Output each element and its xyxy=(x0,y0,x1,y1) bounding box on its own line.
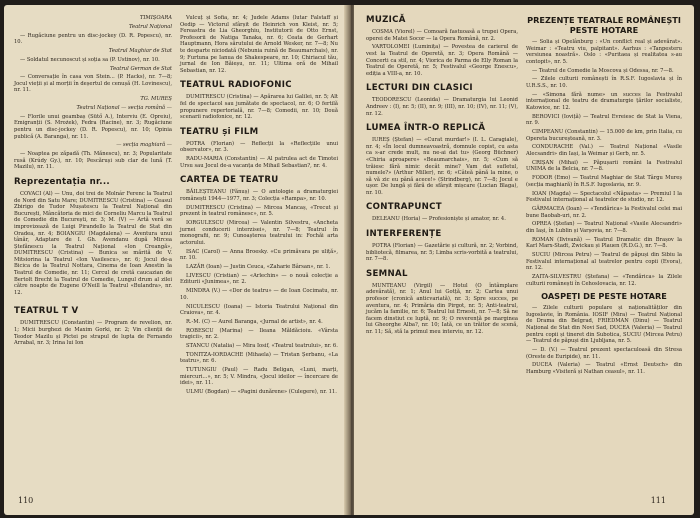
index-entry: TONITZA-IORDACHE (Mihaela) — Tristan Șerbanu, «La teatru», nr. 6. xyxy=(180,351,338,365)
left-col2-entries xyxy=(180,15,338,74)
index-entry: — Soldatul necunoscut și soția sa (P. Ustinov), nr. 10. xyxy=(20,56,160,63)
section-heading-interferente: INTERFERENȚE xyxy=(366,229,442,240)
left-col1c-entries xyxy=(14,320,172,346)
section-heading-muzica: MUZICĂ xyxy=(366,15,406,25)
section-heading-oaspeti-de-peste-hotare: OASPEȚI DE PESTE HOTARE xyxy=(541,291,667,302)
index-entry: DUMITRESCU (Cristina) — Mircea Mancaș, «Trecut și prezent în teatrul românesc», nr. 5. xyxy=(180,204,338,218)
index-entry: — Rugăciune pentru un disc-jockey (D. R. Popescu), nr. 10. xyxy=(14,32,172,46)
right-col1e-entries xyxy=(366,243,518,263)
index-entry: BĂILEȘTEANU (Fănuș) — O antologie a dramaturgiei românești 1944—1977, nr. 3; Colecția «Rampa», nr. 10. xyxy=(180,189,338,202)
index-entry: DELEANU (Horia) — Profesioniște și amator, nr. 4. xyxy=(372,216,506,223)
right-page xyxy=(354,5,694,515)
index-entry: R.-M. (C) — Aurel Baranga, «Jurnal de artist», nr. 4. xyxy=(186,318,323,325)
index-entry: IOAN (Magda) — Spectacolul «Năpasta» — Premiul I la Festivalul internațional al teatrelor de studio, nr. 12. xyxy=(526,190,682,204)
index-entry: MINDRA (V.) — «Dor de teatru» — de Ioan Cocimatu, nr. 10. xyxy=(180,288,338,301)
index-subheading: Teatrul Național — secția română — xyxy=(76,105,172,112)
index-entry: COVACI (Al) — Unu, doi trei de Molnár Ferenc la Teatrul de Nord din Satu Mare; DUMITRESCU (Cristina) — Ceasul Zbirigo de Tudor Mușatescu la Teatrul Național din București, Mâncătoria de mici de Corneliu Marcu la Teatrul de Comedie din București, nr. 3; M. (V) — Artă veră se improvizează de Luigi Pirandello la Teatrul de Stat din Oradea, nr. 4; BOIANGIU (Magdalena) — Aventura unui tânăr, Adaptare de I. Gh. Avendanu după Mircea Ștefănescu la Teatrul Național «Ion Creangă», DUMITRESCU (Cristina) — Bunica se mărită de V. Mitsiorina la Teatrul «Ion Vasilescu», nr. 6; Jocul de-a Bicica de la Teatrul Nottara, Cinema de Ioan Anestin la Teatrul de Comedie, nr. 11; Cercul de cretă caucazian de Bertolt Brecht la Teatrul de Comedie, Lungul drum al zilei către noapte de Eugene O'Neill la Teatrul «Bulandra», nr. 12. xyxy=(14,190,172,296)
index-subheading: Teatrul Maghiar de Stat xyxy=(108,47,172,54)
index-entry: LIVESCU (Cristian) — «Arlechin» — o nouă colecție a Editurii «Junimea», nr. 2. xyxy=(180,272,338,286)
index-subheading: Teatrul German de Stat xyxy=(110,65,172,72)
index-entry: OPREA (Ștefan) — Teatrul Național «Vasile Alecsandri» din Iași, în Lublin și Varșovia, nr. 7—8. xyxy=(526,221,682,234)
index-entry: — Noaptea pe zăpadă (Th. Mănescu), nr. 3; Popularitate rusă (Krúdy Gy.), nr. 10; Pescăruși sub clar de lună (T. Mazilu), nr. 11. xyxy=(14,151,172,171)
index-entry: — Solia și Opelânburg : «Un conflict real și adevărat». Weimar : «Teatru viu, palpitant». Aarhus : «Tanpesteru versiunea noastră». Oslo : «Puritaea și realitatea s-au contopit», nr. 5. xyxy=(526,39,682,65)
index-entry: TEODORESCU (Leonida) — Dramaturgia lui Leonid Andreev : (I), nr. 5; (II), nr. 9; (III), nr. 10; (IV), nr. 11; (V), nr. 12. xyxy=(366,97,518,117)
index-entry: CRIȘAN (Mihai) — Păpușarii români la Festivalul UNIMA de la Belcia, nr. 7—8. xyxy=(526,159,682,173)
magazine-spread xyxy=(4,5,698,515)
index-entry: BEROVICI (Ioviță) — Teatrul Evreiesc de Stat la Viena, nr. 9. xyxy=(526,113,682,127)
index-entry: SUCIU (Mircea Petru) — Teatrul de păpuși din Sibiu la Festivalul internațional al teatrelor pentru copii (Evora), nr. 12. xyxy=(526,252,682,272)
section-heading-contrapunct: CONTRAPUNCT xyxy=(366,202,442,213)
index-subheading: TIMIȘOARA xyxy=(139,15,172,21)
right-column-2 xyxy=(526,15,682,378)
index-entry: POTRA (Florian) — Gazetărie și cultură, nr. 2; Vorbind, bibliotecă, filmarea, nr. 5; Limba scris-vorbită a teatrului, nr. 7—8. xyxy=(366,243,518,263)
index-entry: — Conversație în casa von Stein... (P. Hacks), nr. 7—8; Jocul vieții și al morții în deșertul de cenușă (H. Lovinescu), nr. 11. xyxy=(14,74,172,94)
right-col1c-entries xyxy=(366,137,518,196)
left-col2d-entries xyxy=(180,189,338,395)
right-col1d-entries xyxy=(366,216,518,223)
section-heading-teatru-si-film: TEATRU și FILM xyxy=(180,126,259,137)
index-entry: NICULESCU (Ioana) — Istoria Teatrului Național din Craiova», nr. 4. xyxy=(180,303,338,317)
page-number-left: 110 xyxy=(18,496,34,505)
section-heading-cartea-de-teatru: CARTEA DE TEATRU xyxy=(180,175,279,186)
left-col1b-entries xyxy=(14,191,172,297)
index-entry: — Zilele culturii populare și naționalităților din Iugoslavie, în România. IOSIF (Mira) — Teatrul Național de Drama din Belgrad, FRIEDMAN (Dinu) — Teatrul Național de Stat din Novi Sad, DUCEA (Valeria) — Teatrul pentru copii și tineret din Subotica, SUCIU (Mircea Petru) — Teatrul de păpuși din Ljubljana, nr. 5. xyxy=(526,305,682,345)
index-entry: TUTUNGIU (Paul) — Radu Beligan, «Luni, marți, miercuri...», nr. 5; V. Mindra, «Jocul ideilor — încercare de idei», nr. 11. xyxy=(180,367,338,387)
index-entry: — Florile unui geambaș (Sütő A.), Interviu (E. Opreiu), Emigranții (S. Mrożek), Fedra (Racine), nr. 3; Rugăciune pentru un disc-jockey (D. R. Popescu), nr. 10; Opinia publică (A. Baranga), nr. 11. xyxy=(14,113,172,140)
right-col1b-entries xyxy=(366,97,518,117)
index-entry: — «Simona fără nume» un succes la Festivalul internațional de teatru de dramaturgie țărilor socialiste, Katowice, nr. 12. xyxy=(526,91,682,111)
left-column-2 xyxy=(180,15,338,398)
index-entry: FODOR (Emo) — Teatrul Maghiar de Stat Târgu Mureș (secția maghiară) în R.S.F. Iugoslavia, nr. 9. xyxy=(526,175,682,188)
index-entry: VARTOLOMEI (Luminița) — Povestea de carierul de vest la Teatrul de Operetă, nr. 3; Opera Română — Concerti ca stil, nr. 4; Viorica de Parma de Elly Roman la Teatrul de Operetă, nr. 5; Festivalul «George Enescu», ediția a VIII-a, nr. 10. xyxy=(366,44,518,77)
section-heading-reprezentatia: Reprezentația nr... xyxy=(14,176,110,187)
index-entry: STANCU (Natalia) — Mira Iosif, «Teatrul teatrului», nr. 6. xyxy=(186,343,338,350)
right-col1a-entries xyxy=(366,29,518,77)
index-entry: CIMPEANU (Constantin) — 15.000 de km, prin Italia, cu Opereta bucureșteană, nr. 3. xyxy=(526,129,682,142)
left-column-1 xyxy=(14,15,172,349)
index-entry: ULMU (Bogdan) — «Pagini dunărene» (Culegere), nr. 11. xyxy=(186,389,337,396)
index-entry: CONDURACHE (Val.) — Teatrul Național «Vasile Alecsandri» din Iași, la Weimar și Gerb, nr. 5. xyxy=(526,144,682,158)
left-col1-entries xyxy=(14,15,172,171)
index-entry: RADU-MARIA (Constantin) — Al patrulea act de Timotei Ursu sau Jocul de-a vacanța de Mihail Sebastian?, nr. 4. xyxy=(180,156,338,169)
index-entry: POTRA (Florian) — Reflecții la «Reflecțiile unui observator», nr. 3. xyxy=(180,140,338,154)
left-col2c-entries xyxy=(180,141,338,170)
right-column-1 xyxy=(366,15,518,338)
section-heading-prezente-teatrale: PREZENȚE TEATRALE ROMÂNEȘTI PESTE HOTARE xyxy=(527,15,681,35)
index-entry: IUREȘ (Ștefan) — «Curat murdar!» (I. L. Caragiale), nr. 4; «În locul dumneavoastră, domnule copist, cu asta ca s-ar crede mult, nu ne-ai dat tu» (Georg Büchner) «Chiria aproapere» «Beaumarchais», nr. 5; «Cum să trăiesc fără nimic decât mine? Vam dat sufletul, numele?» (Arthur Miller), nr. 6; «Câteă până la mine, o să vă zic eu până acece!» (Strindberg), nr. 7—8; Jocul e ușor. De lungă și fără de sfârșit mișcare (Lucian Blaga), nr. 10. xyxy=(366,137,518,196)
index-entry: — Zilele culturii românești în R.S.F. Iugoslavia și în U.R.S.S., nr. 10. xyxy=(526,76,682,89)
index-entry: ZAITA-SILVESTRU (Ștefana) — «Tendărica» la Zilele culturii românești în Cehoslovacia, nr. 12. xyxy=(526,274,682,287)
left-col2b-entries xyxy=(180,94,338,120)
index-entry: MUNTEANU (Virgil) — Hotul (O întâmplare adevărată), nr. 1; Anul lui Gotță, nr. 2; Cartea unui profesor (cronică anticvariată), nr. 3; Spre succes, pe aventura, nr. 4; Primăria din Pirgot, nr. 5; Anti-teatrul, jucăm la familie, nr. 6; Teatrul lui Ernesti, nr. 7—8; Să ne facem dinstiut ce luptă, nr. 9; O reverență pe marginea lui Gheorghe Alba?, nr. 10; Iată, ce un trăitor de scenă, nr. 11; Să, stă la primul meu interviu, nr. 12. xyxy=(366,282,518,335)
right-col2b-entries xyxy=(526,305,682,375)
right-col1f-entries xyxy=(366,283,518,336)
index-entry: ISAC (Carol) — Anna Broesky. «Cu primăvara pe uliță», nr. 10. xyxy=(180,248,338,262)
section-heading-lumea-intr-o-replica: LUMEA ÎNTR-O REPLICĂ xyxy=(366,123,486,134)
page-number-right: 111 xyxy=(650,496,666,505)
index-entry: DUMITRESCU (Constantin) — Program de revelion, nr. 1; Micii burghezi de Maxim Gorki, nr. 2; Vin clienții de Teodor Mazilu și Pictei pe strapul de lupta de Fernando Arrabal, nr. 3; Irina lui Ion xyxy=(14,320,172,347)
index-entry: ROBESCU (Marina) — Ileana Măldăcioiu. «Vârsta tragicii», nr. 2. xyxy=(180,327,338,341)
right-col2a-entries xyxy=(526,39,682,287)
section-heading-lecturi-din-clasici: LECTURI DIN CLASICI xyxy=(366,83,473,94)
section-heading-teatrul-radiofonic: TEATRUL RADIOFONIC xyxy=(180,80,292,91)
index-entry: ROMAN (Ilvivană) — Teatrul Dramatic din Brașov la Karl Marx-Stadt, Zwickau și Plauen (R.D.G.), nr. 7—8. xyxy=(526,236,682,250)
index-entry: LAZĂR (Ioan) — Justin Ceuca, «Zaharie Bârsan», nr. 1. xyxy=(186,263,331,270)
index-entry: COSMA (Viorel) — Comoară fastuoasă a trupei Opera, operei de Matei Socor — la Opera Română, nr. 2. xyxy=(366,29,518,42)
index-subheading: TG. MUREȘ xyxy=(140,96,172,103)
index-subheading: Teatrul Național xyxy=(128,23,172,30)
index-entry: — Teatrul de Comedie la Moscova și Odessa, nr. 7—8. xyxy=(532,67,674,74)
index-entry: DUMITRESCU (Cristina) — Apărarea lui Galilei, nr. 5; Alt fel de spectacol sau jumătate de spectacol, nr. 6; Ο fertilă propunere repertorială, nr. 7—8; Comedii, nr. 10; Două scenarii radiofonice, nr. 12. xyxy=(180,94,338,121)
index-subheading: — secția maghiară — xyxy=(116,142,172,149)
left-page xyxy=(4,5,350,515)
index-entry: Vulcuț și Sofia, nr. 4; Judele Adams (lutar Falstaff și Oedip — Victorul sfârșit de Heinrich von Kleist, nr. 5; Fereastra de Lia Gheorghiu, Institutorii de Otto Ernst, Profesorii de Natiga Tanaka, nr. 6; Ceata de Gerhart Hauptmann, Hora sărutului de Arnold Wesker, nr. 7—8; Nu te desparte niciodată (Nebunia ruină de Beaumarchais), nr. 9; Furtuna pe Ianua de Shakespeare, nr. 10; Chiriacul tău, jurnal de Ion Băieșu, nr. 11; Ultima oră de Mihail Sebastian, nr. 12. xyxy=(180,15,338,74)
index-entry: — D. (V.) — Teatrul prezent spectaculoasă din Stresa (Oreste de Euripide), nr. 11. xyxy=(526,346,682,360)
section-heading-semnal: SEMNAL xyxy=(366,268,408,279)
index-entry: GÂRMACEA (Ioan) — «Tendărica» la Festivalul celei mai bune Baobab-uri, nr. 2. xyxy=(526,205,682,219)
index-entry: IORGULESCU (Mircea) — Valentin Silvestru, «Ancheta jurnei conducerii interzisei», nr. 7—8; Teatrul în monografii, nr. 9; Cunoașterea teatrului in: Fochăi arta actorului. xyxy=(180,220,338,246)
section-heading-teatrul-tv: TEATRUL T V xyxy=(14,306,79,317)
index-entry: DUCEA (Valeria) — Teatrul «Ernst Deutsch» din Hamburg «Visiteră și Nathan ceasul», nr. 11. xyxy=(526,362,682,375)
